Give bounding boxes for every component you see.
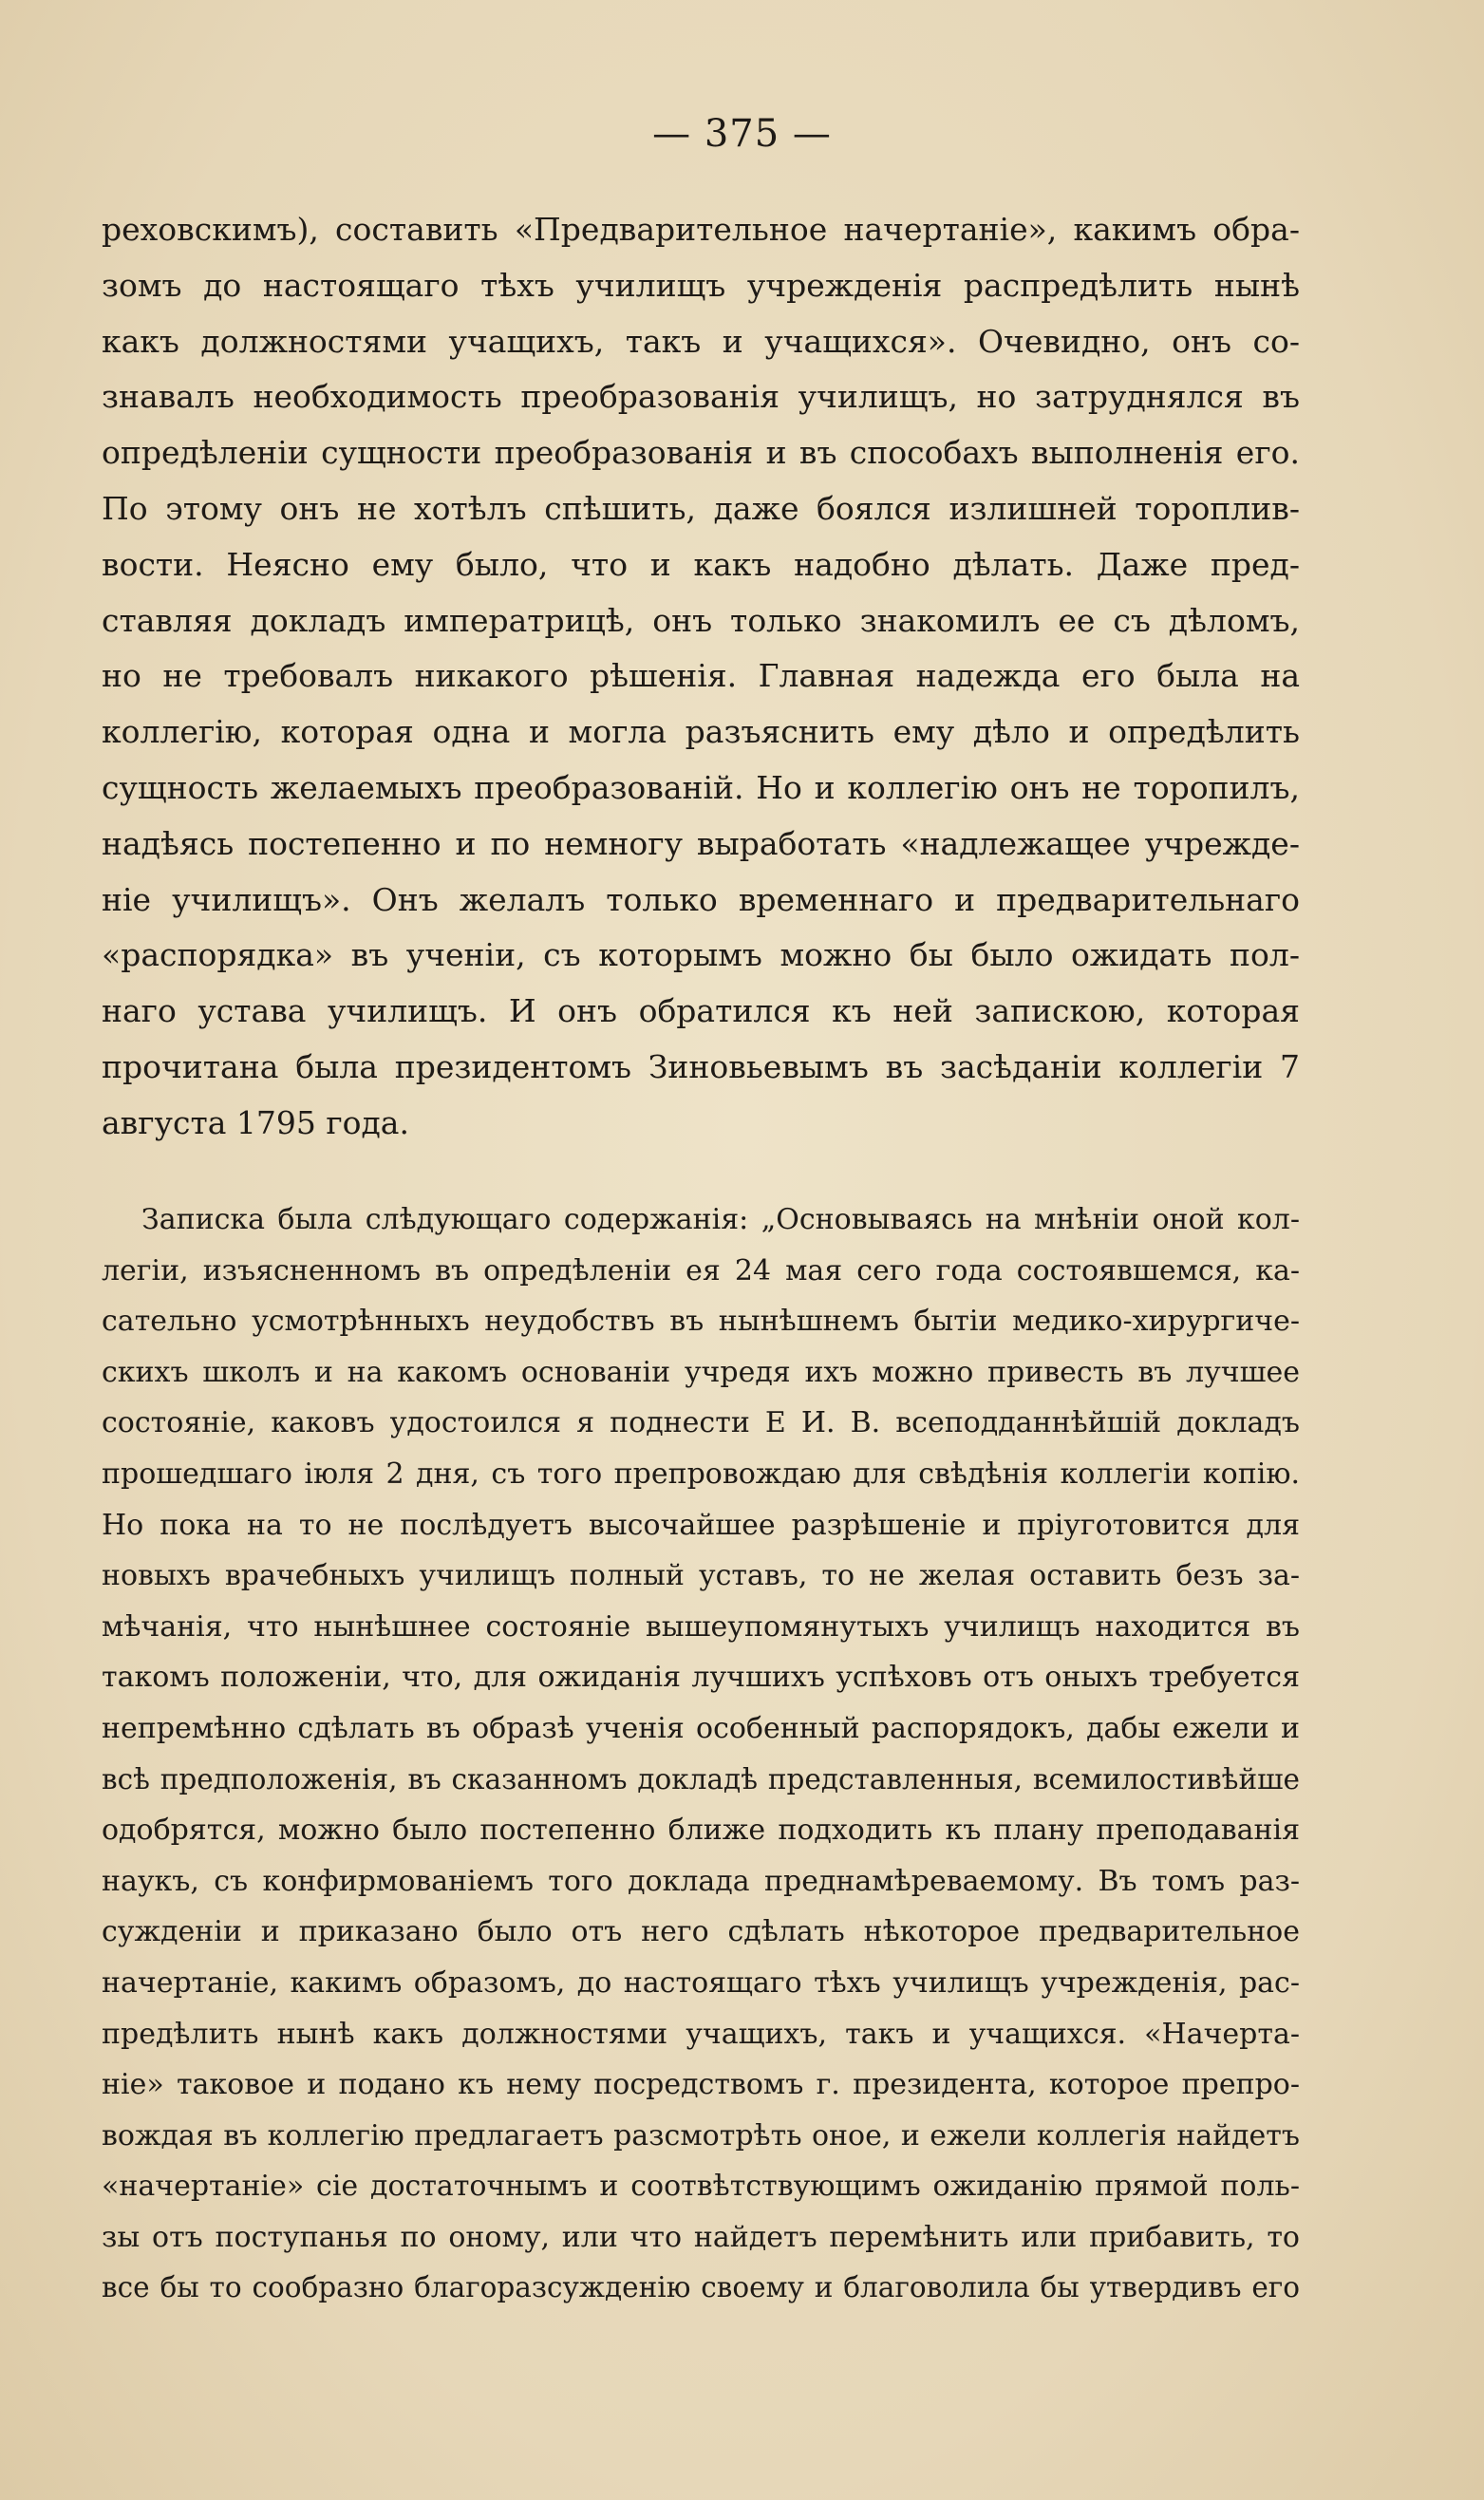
text-line: зы отъ поступанья по оному, или что найдетъ перемѣнить или прибавить, то — [102, 2220, 1300, 2254]
text-line: прочитана была президентомъ Зиновьевымъ въ засѣданіи коллегіи 7 — [102, 1047, 1300, 1085]
text-line: ніе» таковое и подано къ нему посредствомъ г. президента, которое препро- — [102, 2068, 1300, 2102]
text-line: коллегію, которая одна и могла разъяснить ему дѣло и опредѣлить — [102, 713, 1300, 751]
text-line: Записка была слѣдующаго содержанія: „Основываясь на мнѣніи оной кол- — [141, 1203, 1300, 1236]
text-line: августа 1795 года. — [102, 1103, 409, 1141]
text-line: вождая въ коллегію предлагаетъ разсмотрѣть оное, и ежели коллегія найдетъ — [102, 2118, 1300, 2152]
text-line: всѣ предположенія, въ сказанномъ докладѣ представленныя, всемилостивѣйше — [102, 1762, 1300, 1795]
text-line: надѣясь постепенно и по немногу выработать «надлежащее учрежде- — [102, 824, 1300, 862]
text-line: опредѣленіи сущности преобразованія и въ способахъ выполненія его. — [102, 434, 1300, 472]
text-line: какъ должностями учащихъ, такъ и учащихся». Очевидно, онъ со- — [102, 322, 1300, 360]
text-line: знавалъ необходимость преобразованія училищъ, но затруднялся въ — [102, 378, 1300, 416]
text-line: зомъ до настоящаго тѣхъ училищъ учрежденія распредѣлить нынѣ — [102, 266, 1300, 304]
text-line: сужденіи и приказано было отъ него сдѣлать нѣкоторое предварительное — [102, 1915, 1300, 1949]
text-line: «начертаніе» сіе достаточнымъ и соотвѣтствующимъ ожиданію прямой поль- — [102, 2170, 1300, 2204]
text-line: наго устава училищъ. И онъ обратился къ ней запискою, которая — [102, 992, 1300, 1030]
main-paragraph — [102, 202, 1300, 1152]
text-line: реховскимъ), составить «Предварительное начертаніе», какимъ обра- — [102, 211, 1300, 248]
text-line: предѣлить нынѣ какъ должностями учащихъ, такъ и учащихся. «Начерта- — [102, 2017, 1300, 2051]
text-line: скихъ школъ и на какомъ основаніи учредя ихъ можно привесть въ лучшее — [102, 1355, 1300, 1389]
quote-paragraph — [102, 1194, 1300, 2314]
text-line: но не требовалъ никакого рѣшенія. Главная надежда его была на — [102, 657, 1300, 695]
text-line: сательно усмотрѣнныхъ неудобствъ въ нынѣшнемъ бытіи медико-хирургиче- — [102, 1305, 1300, 1339]
text-line: Но пока на то не послѣдуетъ высочайшее разрѣшеніе и пріуготовится для — [102, 1508, 1300, 1542]
text-line: ставляя докладъ императрицѣ, онъ только знакомилъ ее съ дѣломъ, — [102, 601, 1300, 639]
text-line: «распорядка» въ ученіи, съ которымъ можно бы было ожидать пол- — [102, 936, 1300, 974]
text-line: наукъ, съ конфирмованіемъ того доклада преднамѣреваемому. Въ томъ раз- — [102, 1864, 1300, 1898]
text-line: ніе училищъ». Онъ желалъ только временнаго и предварительнаго — [102, 880, 1300, 918]
text-line: состояніе, каковъ удостоился я поднести Е И. В. всеподданнѣйшій докладъ — [102, 1406, 1300, 1440]
text-line: вости. Неясно ему было, что и какъ надобно дѣлать. Даже пред- — [102, 545, 1300, 583]
text-line: новыхъ врачебныхъ училищъ полный уставъ, то не желая оставить безъ за- — [102, 1559, 1300, 1593]
text-line: сущность желаемыхъ преобразованій. Но и коллегію онъ не торопилъ, — [102, 768, 1300, 806]
text-line: мѣчанія, что нынѣшнее состояніе вышеупомянутыхъ училищъ находится въ — [102, 1609, 1300, 1644]
text-line: непремѣнно сдѣлать въ образѣ ученія особенный распорядокъ, дабы ежели и — [102, 1711, 1300, 1745]
text-line: легіи, изъясненномъ въ опредѣленіи ея 24 мая сего года состоявшемся, ка- — [102, 1253, 1300, 1288]
text-line: все бы то сообразно благоразсужденію своему и благоволила бы утвердивъ его — [102, 2271, 1300, 2304]
page-number: — 375 — — [652, 112, 832, 156]
text-line: одобрятся, можно было постепенно ближе подходить къ плану преподаванія — [102, 1814, 1300, 1848]
text-line: По этому онъ не хотѣлъ спѣшить, даже боялся излишней тороплив- — [102, 489, 1300, 527]
text-line: прошедшаго іюля 2 дня, съ того препровождаю для свѣдѣнія коллегіи копію. — [102, 1457, 1300, 1491]
text-line: такомъ положеніи, что, для ожиданія лучшихъ успѣховъ отъ оныхъ требуется — [102, 1661, 1300, 1695]
text-line: начертаніе, какимъ образомъ, до настоящаго тѣхъ училищъ учрежденія, рас- — [102, 1965, 1300, 2000]
